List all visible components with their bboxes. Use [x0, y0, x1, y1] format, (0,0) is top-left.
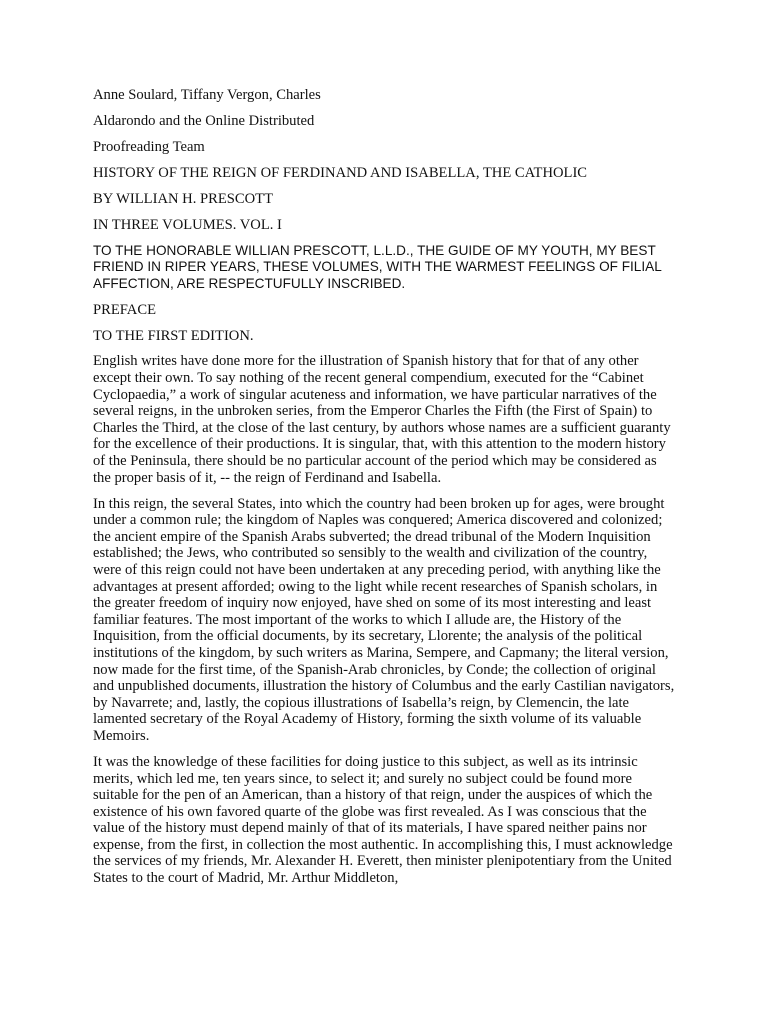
volume-label: IN THREE VOLUMES. VOL. I [93, 216, 282, 233]
preface-subheading: TO THE FIRST EDITION. [93, 327, 254, 344]
body-paragraph-1: English writes have done more for the illustration of Spanish history that for that of any other except their own. To say nothing of the recent general compendium, executed for the “Cabinet Cyclopaedia,” a work of singular acuteness and information, we have particular narratives of the several reigns, in the unbroken series, from the Emperor Charles the Fifth (the First of Spain) to Charles the Third, at the close of the last century, by authors whose names are a sufficient guaranty for the excellence of their productions. It is singular, that, with this attention to the modern history of the Peninsula, there should be no particular account of the period which may be considered as the proper basis of it, -- the reign of Ferdinand and Isabella. [93, 353, 671, 486]
credit-line-2: Aldarondo and the Online Distributed [93, 112, 315, 129]
preface-heading: PREFACE [93, 301, 156, 318]
body-paragraph-2: In this reign, the several States, into which the country had been broken up for ages, were brought under a common rule; the kingdom of Naples was conquered; America discovered and colonized; the ancient empire of the Spanish Arabs subverted; the dread tribunal of the Modern Inquisition established; the Jews, who contributed so sensibly to the wealth and civilization of the country, were of this reign could not have been undertaken at any preceding period, with anything like the advantages at present afforded; owing to the light while recent researches of Spanish scholars, in the greater freedom of inquiry now enjoyed, have shed on some of its most interesting and least familiar features. The most important of the works to which I allude are, the History of the Inquisition, from the official documents, by its secretary, Llorente; the analysis of the political institutions of the kingdom, by such writers as Marina, Sempere, and Capmany; the literal version, now made for the first time, of the Spanish-Arab chronicles, by Conde; the collection of original and unpublished documents, illustration the history of Columbus and the early Castilian navigators, by Navarrete; and, lastly, the copious illustrations of Isabella’s reign, by Clemencin, the late lamented secretary of the Royal Academy of History, forming the sixth volume of its valuable Memoirs. [93, 495, 675, 744]
book-author: BY WILLIAN H. PRESCOTT [93, 190, 273, 207]
book-title: HISTORY OF THE REIGN OF FERDINAND AND ISABELLA, THE CATHOLIC [93, 164, 588, 181]
body-paragraph-3: It was the knowledge of these facilities for doing justice to this subject, as well as its intrinsic merits, which led me, ten years since, to select it; and surely no subject could be found more suitable for the pen of an American, than a history of that reign, under the auspices of which the existence of his own favored quarte of the globe was first revealed. As I was conscious that the value of the history must depend mainly of that of its materials, I have spared neither pains nor expense, from the first, in collection the most authentic. In accomplishing this, I must acknowledge the services of my friends, Mr. Alexander H. Everett, then minister plenipotentiary from the United States to the court of Madrid, Mr. Arthur Middleton, [93, 753, 673, 887]
dedication: TO THE HONORABLE WILLIAN PRESCOTT, L.L.D., THE GUIDE OF MY YOUTH, MY BEST FRIEND IN RIPER YEARS, THESE VOLUMES, WITH THE WARMEST FEELINGS OF FILIAL AFFECTION, ARE RESPECTUFULLY INSCRIBED. [93, 242, 662, 291]
credit-line-3: Proofreading Team [93, 138, 205, 155]
document-page [93, 87, 678, 896]
credit-line-1: Anne Soulard, Tiffany Vergon, Charles [93, 87, 321, 103]
